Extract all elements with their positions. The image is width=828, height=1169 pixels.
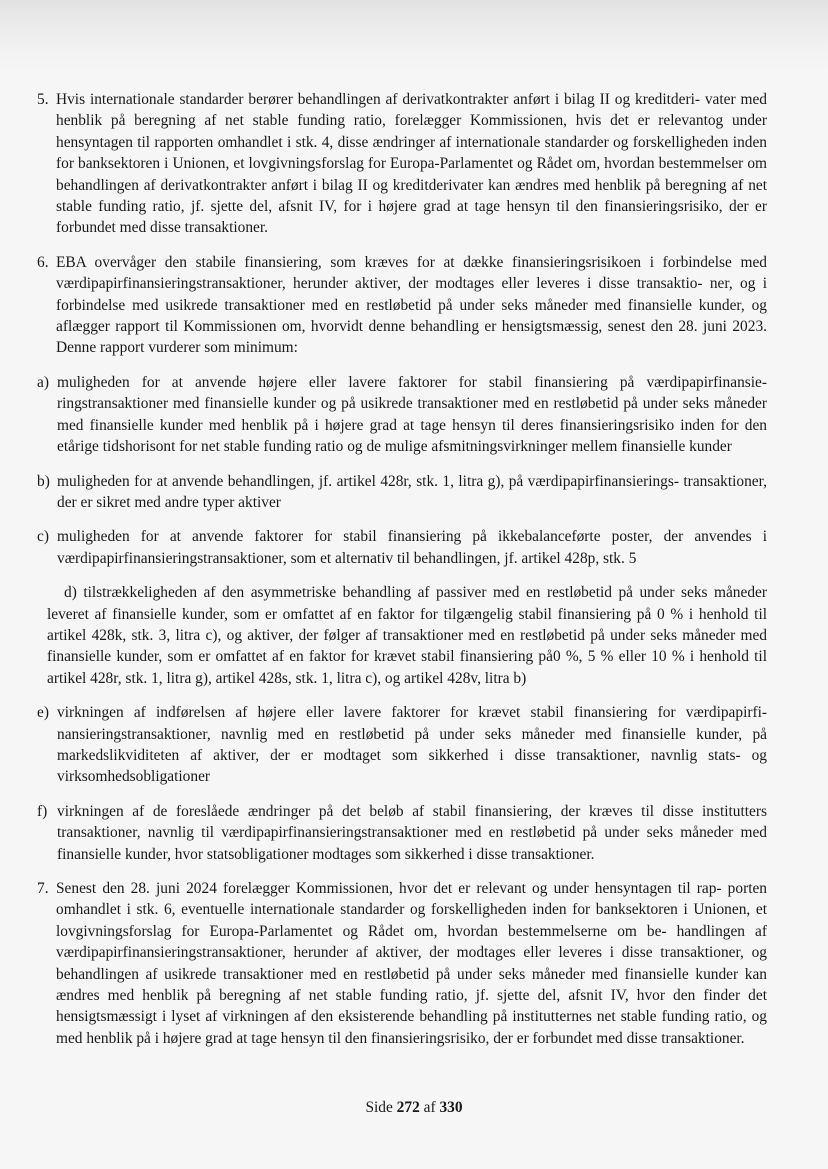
list-item-c <box>37 526 767 569</box>
list-item-e <box>37 702 767 788</box>
list-marker: b) <box>37 472 50 490</box>
list-item-f <box>37 801 767 865</box>
list-item-text: virkningen af indførelsen af højere eller lavere faktorer for krævet stabil finansiering for værdipapirfi- nansieringstransaktioner, navnlig med en restløbetid på under seks måneder med finansielle kunder, på markedslikviditeten af aktiver, der er modtaget som sikkerhed i disse transaktioner, navnlig stats- og virksomhedsobligationer <box>57 704 767 786</box>
paragraph-6 <box>37 252 767 359</box>
list-marker: a) <box>37 373 49 391</box>
paragraph-text: Hvis internationale standarder berører behandlingen af derivatkontrakter anført i bilag II og kreditderi- vater med henblik på beregning af net stable funding ratio, forelægger Kommissionen, hvis det er relevantog under hensyntagen til rapporten omhandlet i stk. 4, disse ændringer af internationale standarder og forskelligheden inden for banksektoren i Unionen, et lovgivningsforslag for Europa-Parlamentet og Rådet om, hvordan bestemmelser om behandlingen af derivatkontrakter anført i bilag II og kreditderivater kan ændres med henblik på beregning af net stable funding ratio, jf. sjette del, afsnit IV, for i højere grad at tage hensyn til den finansieringsrisiko, der er forbundet med disse transaktioner. <box>56 91 767 237</box>
list-item-text: muligheden for at anvende behandlingen, jf. artikel 428r, stk. 1, litra g), på værdipapirfinansierings- transaktioner, der er sikret med andre typer aktiver <box>57 472 767 511</box>
scan-shadow <box>0 0 828 70</box>
list-marker: d) <box>64 584 77 602</box>
paragraph-marker: 6. <box>37 253 49 271</box>
paragraph-5 <box>37 89 767 239</box>
footer-middle: af <box>423 1099 436 1116</box>
list-item-text: muligheden for at anvende faktorer for stabil finansiering på ikkebalanceførte poster, der anvendes i værdipapirfinansieringstransaktioner, som et alternativ til behandlingen, jf. artikel 428p, stk. 5 <box>57 528 767 567</box>
page-footer <box>0 1099 828 1117</box>
list-item-text: virkningen af de foreslåede ændringer på det beløb af stabil finansiering, der kræves til disse institutters transaktioner, navnlig til værdipapirfinansieringstransaktioner med en restløbetid på under seks måneder med finansielle kunder, hvor statsobligationer modtages som sikkerhed i disse transaktioner. <box>57 802 767 863</box>
paragraph-7 <box>37 878 767 1049</box>
paragraph-text: EBA overvåger den stabile finansiering, som kræves for at dække finansieringsrisikoen i forbindelse med værdipapirfinansieringstransaktioner, herunder aktiver, der modtages eller leveres i disse transaktio- ner, og i forbindelse med usikrede transaktioner med en restløbetid på under seks måneder med finansielle kunder, og aflægger rapport til Kommissionen om, hvorvidt denne behandling er hensigtsmæssig, senest den 28. juni 2023. Denne rapport vurderer som minimum: <box>56 253 767 357</box>
list-item-a <box>37 372 767 458</box>
list-marker: f) <box>37 802 48 820</box>
total-page-count: 330 <box>439 1099 463 1116</box>
list-item-b <box>37 471 767 514</box>
footer-prefix: Side <box>365 1099 393 1116</box>
list-marker: c) <box>37 528 49 546</box>
list-item-text: tilstrækkeligheden af den asymmetriske behandling af passiver med en restløbetid på under seks måneder leveret af finansielle kunder, som er omfattet af en faktor for tilgængelig stabil finansiering på 0 % i henhold til artikel 428k, stk. 3, litra c), og aktiver, der følger af transaktioner med en restløbetid på under seks måneder med finansielle kunder, som er omfattet af en faktor for krævet stabil finansiering på0 %, 5 % eller 10 % i henhold til artikel 428r, stk. 1, litra g), artikel 428s, stk. 1, litra c), og artikel 428v, litra b) <box>47 584 767 687</box>
paragraph-marker: 5. <box>37 91 49 108</box>
current-page-number: 272 <box>396 1099 420 1116</box>
list-item-d <box>37 582 767 689</box>
list-marker: e) <box>37 704 49 722</box>
paragraph-marker: 7. <box>37 880 49 897</box>
list-item-text: muligheden for at anvende højere eller lavere faktorer for stabil finansiering på værdipapirfinansie- ringstransaktioner med finansielle kunder og på usikrede transaktioner med en restløbetid på under seks måneder med finansielle kunder med henblik på i højere grad at tage hensyn til deres finansieringsrisiko inden for den etårige tidshorisont for net stable funding ratio og de mulige afsmitningsvirkninger mellem finansielle kunder <box>57 373 767 456</box>
paragraph-text: Senest den 28. juni 2024 forelægger Kommissionen, hvor det er relevant og under hensyntagen til rap- porten omhandlet i stk. 6, eventuelle internationale standarder og forskelligheden inden for banksektoren i Unionen, et lovgivningsforslag for Europa-Parlamentet og Rådet om, hvordan bestemmelserne om be- handlingen af værdipapirfinansieringstransaktioner, herunder af aktiver, der modtages eller leveres i disse transaktioner, og behandlingen af usikrede transaktioner med en restløbetid på under seks måneder med finansielle kunder kan ændres med henblik på beregning af net stable funding ratio, jf. sjette del, afsnit IV, hvor den finder det hensigtsmæssigt i lyset af virkningen af den eksisterende behandling på institutternes net stable funding ratio, og med henblik på i højere grad at tage hensyn til den finansieringsrisiko, der er forbundet med disse transaktioner. <box>56 880 767 1047</box>
document-page <box>37 89 767 1062</box>
